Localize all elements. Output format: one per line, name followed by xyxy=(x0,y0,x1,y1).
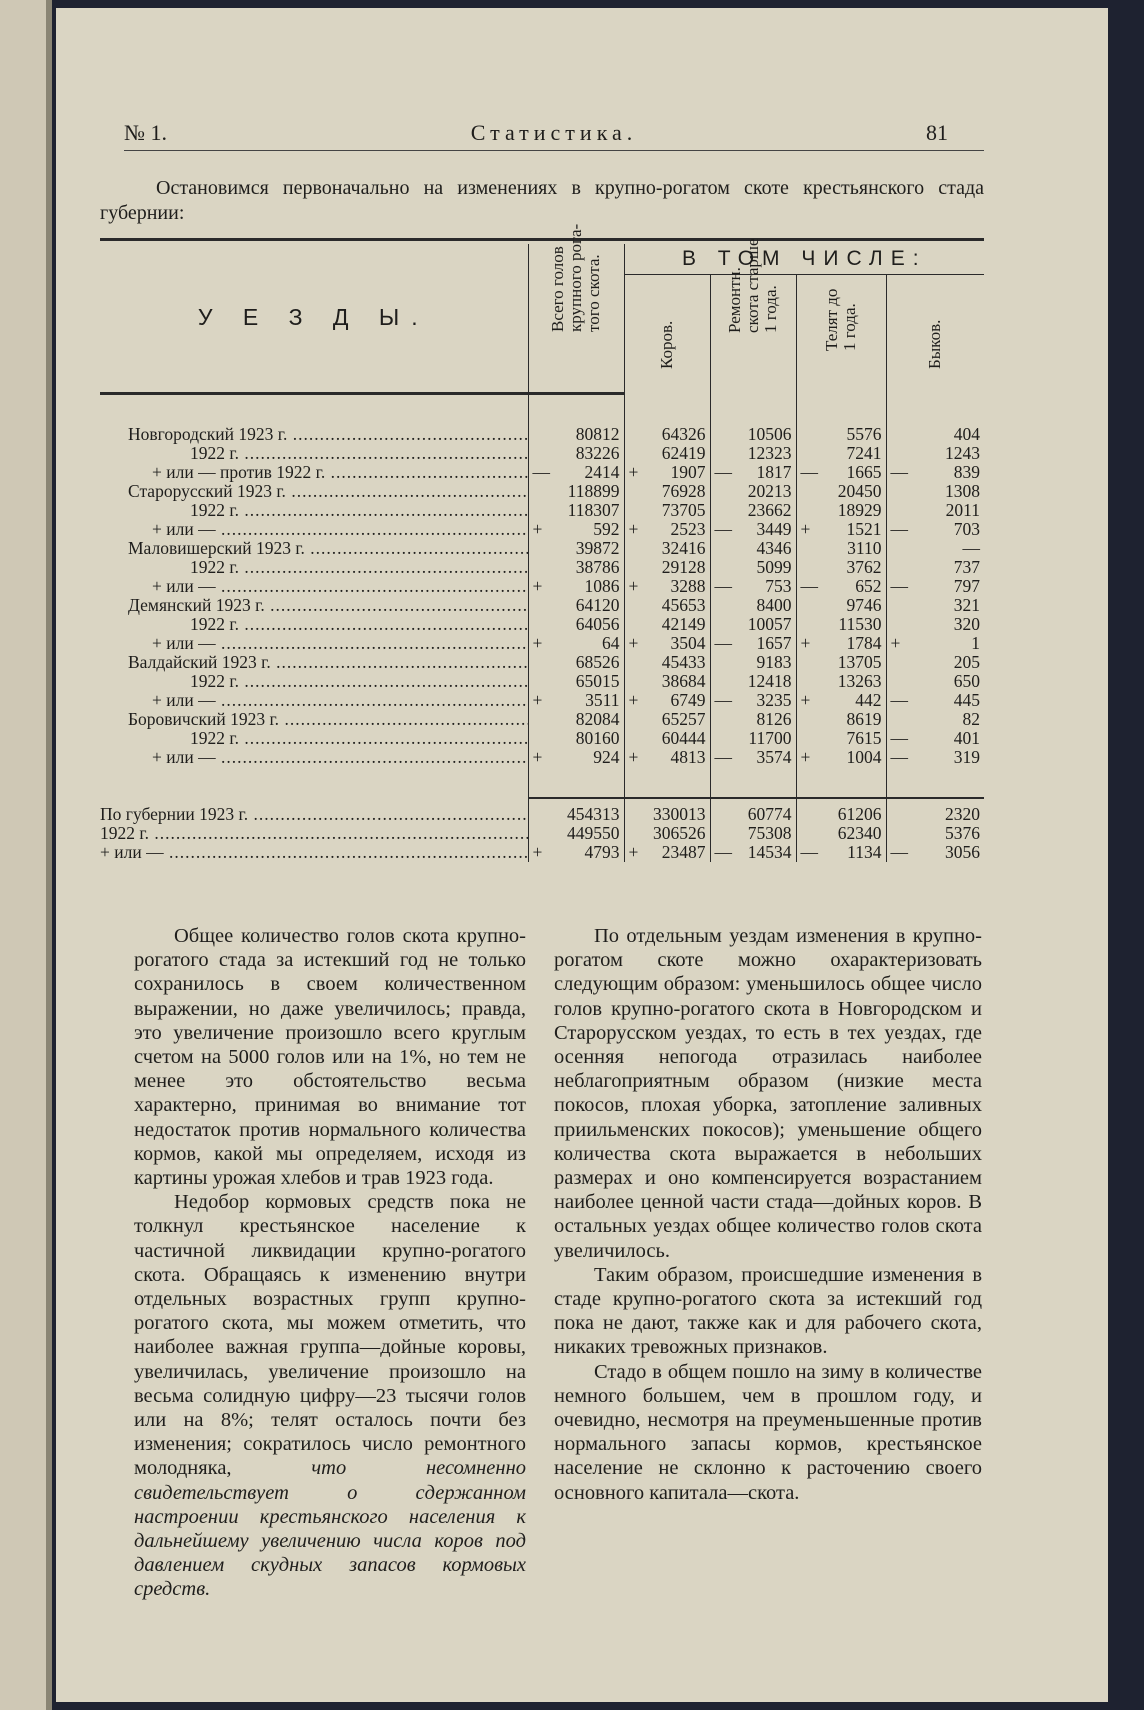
row-label: + или — ..... xyxy=(100,577,528,596)
cell-total: + 64 xyxy=(528,634,624,653)
right-paragraph-3: Стадо в общем пошло на зиму в количестве немного большем, чем в прошлом году, и очевидно, несмотря на преуменьшенные против нормального запасы кормов, крестьянское население не склонно к расточению своего основного капитала—скота. xyxy=(554,1360,982,1504)
cell-cows: 60444 xyxy=(624,729,710,748)
issue-number: № 1. xyxy=(124,120,167,145)
cell-remont: — 3449 xyxy=(710,520,796,539)
cell-total: 64120 xyxy=(528,596,624,615)
cell-bulls: — 319 xyxy=(886,748,984,767)
table-row xyxy=(100,501,984,520)
cell-cows: 76928 xyxy=(624,482,710,501)
cell-remont: 10506 xyxy=(710,425,796,444)
cell-total: — 2414 xyxy=(528,463,624,482)
header-remont: Ремонтн. скота старше 1 года. xyxy=(710,275,796,394)
cell-total: 80160 xyxy=(528,729,624,748)
cell-bulls: — 839 xyxy=(886,463,984,482)
row-label: Старорусский 1923 г. ..... xyxy=(100,482,528,501)
table-row xyxy=(100,558,984,577)
cell-total: 118899 xyxy=(528,482,624,501)
cell-calves: 3110 xyxy=(796,539,886,558)
cell-total: + 1086 xyxy=(528,577,624,596)
table-row xyxy=(100,444,984,463)
right-paragraph-2: Таким образом, происшедшие изменения в стаде крупно-рогатого скота за истекший год пока не дают, также как и для рабочего скота, никаких тревожных признаков. xyxy=(554,1263,982,1359)
cell-bulls: 2011 xyxy=(886,501,984,520)
cell-total: 454313 xyxy=(528,805,624,824)
table-row xyxy=(100,577,984,596)
cell-calves: 62340 xyxy=(796,824,886,843)
cell-total: 38786 xyxy=(528,558,624,577)
table-row xyxy=(100,672,984,691)
cell-total: 68526 xyxy=(528,653,624,672)
cell-total: 449550 xyxy=(528,824,624,843)
cell-remont: 5099 xyxy=(710,558,796,577)
cell-remont: — 3235 xyxy=(710,691,796,710)
section-title: Статистика. xyxy=(470,120,638,145)
table-row xyxy=(100,615,984,634)
row-label: Боровичский 1923 г. ..... xyxy=(100,710,528,729)
table-row xyxy=(100,710,984,729)
row-label: 1922 г. ..... xyxy=(100,824,528,843)
cell-remont: 4346 xyxy=(710,539,796,558)
cell-calves: 7241 xyxy=(796,444,886,463)
cell-remont: 75308 xyxy=(710,824,796,843)
cell-remont: — 14534 xyxy=(710,843,796,862)
header-cows: Коров. xyxy=(624,275,710,394)
row-label: Валдайский 1923 г. ..... xyxy=(100,653,528,672)
cattle-table xyxy=(100,223,984,862)
cell-total: + 592 xyxy=(528,520,624,539)
cell-remont: 8400 xyxy=(710,596,796,615)
cell-calves: 7615 xyxy=(796,729,886,748)
table-body xyxy=(100,393,984,862)
cell-remont: — 3574 xyxy=(710,748,796,767)
cell-bulls: 320 xyxy=(886,615,984,634)
row-label: 1922 г. ..... xyxy=(100,501,528,520)
intro-paragraph: Остановимся первоначально на изменениях в крупно-рогатом скоте крестьянского стада губернии: xyxy=(100,177,984,224)
cell-bulls: 2320 xyxy=(886,805,984,824)
cell-cows: 38684 xyxy=(624,672,710,691)
header-in-total: В ТОМ ЧИСЛЕ: xyxy=(624,244,984,275)
cell-bulls: + 1 xyxy=(886,634,984,653)
cell-bulls: — 703 xyxy=(886,520,984,539)
page-number: 81 xyxy=(926,120,948,145)
cell-cows: 45653 xyxy=(624,596,710,615)
cell-calves: + 1784 xyxy=(796,634,886,653)
left-column xyxy=(134,924,526,1602)
cell-calves: 13705 xyxy=(796,653,886,672)
table-row xyxy=(100,691,984,710)
cell-total: 83226 xyxy=(528,444,624,463)
row-label: Маловишерский 1923 г. ..... xyxy=(100,539,528,558)
cell-total: 118307 xyxy=(528,501,624,520)
table-row xyxy=(100,425,984,444)
cell-remont: 8126 xyxy=(710,710,796,729)
cell-calves: — 652 xyxy=(796,577,886,596)
cell-bulls: 1243 xyxy=(886,444,984,463)
cell-calves: 61206 xyxy=(796,805,886,824)
row-label: 1922 г. ..... xyxy=(100,558,528,577)
previous-page-edge xyxy=(0,0,52,1710)
header-total-cattle: Всего голов крупного рога- того скота. xyxy=(528,244,624,393)
cell-remont: 23662 xyxy=(710,501,796,520)
table-row xyxy=(100,653,984,672)
row-label: + или — ..... xyxy=(100,843,528,862)
cell-calves: 18929 xyxy=(796,501,886,520)
table-row xyxy=(100,634,984,653)
cell-calves: 20450 xyxy=(796,482,886,501)
table-top-rule xyxy=(100,238,984,241)
row-label: 1922 г. ..... xyxy=(100,672,528,691)
row-label: По губернии 1923 г. ..... xyxy=(100,805,528,824)
cell-cows: 64326 xyxy=(624,425,710,444)
cell-cows: + 23487 xyxy=(624,843,710,862)
table-row xyxy=(100,729,984,748)
row-label: + или — против 1922 г. ..... xyxy=(100,463,528,482)
cell-remont: 9183 xyxy=(710,653,796,672)
cell-bulls: 650 xyxy=(886,672,984,691)
cell-calves: + 1521 xyxy=(796,520,886,539)
row-label: + или — ..... xyxy=(100,634,528,653)
cell-bulls: 1308 xyxy=(886,482,984,501)
left-paragraph-2: Недобор кормовых средств пока не толкнул крестьянское население к частичной ликвидации крупно-рогатого скота. Обращаясь к изменению внутри отдельных возрастных групп крупно-рогатого скота, мы можем отметить, что наиболее важная группа—дойные коровы, увеличилась, увеличение произошло на весьма солидную цифру—23 тысячи голов или на 8%; телят осталось почти без изменения; сократилось число ремонтного молодняка, что несомненно свидетельствует о сдержанном настроении крестьянского населения к дальнейшему увеличению числа коров под давлением скудных запасов кормовых средств. xyxy=(134,1191,526,1601)
cell-cows: 45433 xyxy=(624,653,710,672)
row-label: 1922 г. ..... xyxy=(100,729,528,748)
cell-bulls: 737 xyxy=(886,558,984,577)
cell-bulls: 5376 xyxy=(886,824,984,843)
page-spine-shadow xyxy=(46,0,52,1710)
cell-bulls: 404 xyxy=(886,425,984,444)
row-label: Демянский 1923 г. ..... xyxy=(100,596,528,615)
row-label: 1922 г. ..... xyxy=(100,444,528,463)
cell-calves: 13263 xyxy=(796,672,886,691)
cell-total: 39872 xyxy=(528,539,624,558)
cell-bulls: — 3056 xyxy=(886,843,984,862)
cell-total: + 4793 xyxy=(528,843,624,862)
table-row xyxy=(100,463,984,482)
cell-remont: — 1817 xyxy=(710,463,796,482)
cell-remont: 10057 xyxy=(710,615,796,634)
cell-remont: — 1657 xyxy=(710,634,796,653)
cell-total: 65015 xyxy=(528,672,624,691)
cell-remont: 60774 xyxy=(710,805,796,824)
left-paragraph-1: Общее количество голов скота крупно-рогатого стада за истекший год не только сохранилось в своем количественном выражении, но даже увеличилось; правда, это увеличение произошло всего круглым счетом на 5000 голов или на 1%, но тем не менее это обстоятельство весьма характерно, принимая во внимание тот недостаток против нормального количества кормов, какой мы определяем, исходя из картины урожая хлебов и трав 1923 года. xyxy=(134,925,526,1190)
cell-total: 64056 xyxy=(528,615,624,634)
total-row xyxy=(100,843,984,862)
table-row xyxy=(100,596,984,615)
right-paragraph-1: По отдельным уездам изменения в крупно-рогатом скоте можно охарактеризовать следующим образом: уменьшилось общее число голов крупно-рогатого скота в Новгородском и Старорусском уездах, то есть в тех уездах, где осенняя непогода отразилась наиболее неблагоприятным образом (низкие места покосов, плохая уборка, затопление заливных приильменских покосов); уменьшение общего количества скота выражается в небольших размерах и оно компенсируется возрастанием наиболее ценной части стада—дойных коров. В остальных уездах общее количество голов скота увеличилось. xyxy=(554,925,982,1262)
header-uezdy: У Е З Д Ы. xyxy=(100,244,528,393)
cell-bulls: — 401 xyxy=(886,729,984,748)
cell-total: + 3511 xyxy=(528,691,624,710)
cell-remont: 12418 xyxy=(710,672,796,691)
table-row xyxy=(100,520,984,539)
row-label: + или — ..... xyxy=(100,748,528,767)
header-bulls: Быков. xyxy=(886,275,984,394)
cell-calves: — 1665 xyxy=(796,463,886,482)
cell-cows: 42149 xyxy=(624,615,710,634)
cell-total: 80812 xyxy=(528,425,624,444)
total-row xyxy=(100,805,984,824)
cell-cows: 32416 xyxy=(624,539,710,558)
cell-calves: 9746 xyxy=(796,596,886,615)
cell-calves: — 1134 xyxy=(796,843,886,862)
cell-cows: 65257 xyxy=(624,710,710,729)
cell-remont: 20213 xyxy=(710,482,796,501)
cell-calves: + 1004 xyxy=(796,748,886,767)
table-row xyxy=(100,482,984,501)
row-label: 1922 г. ..... xyxy=(100,615,528,634)
cell-total: 82084 xyxy=(528,710,624,729)
cell-remont: 12323 xyxy=(710,444,796,463)
header-calves: Телят до 1 года. xyxy=(796,275,886,394)
row-label: + или — ..... xyxy=(100,520,528,539)
cell-bulls: 82 xyxy=(886,710,984,729)
cell-cows: 330013 xyxy=(624,805,710,824)
cell-cows: + 6749 xyxy=(624,691,710,710)
cell-calves: 8619 xyxy=(796,710,886,729)
cell-cows: 62419 xyxy=(624,444,710,463)
running-header xyxy=(124,120,984,151)
cell-cows: 73705 xyxy=(624,501,710,520)
cell-cows: + 1907 xyxy=(624,463,710,482)
cell-cows: + 3288 xyxy=(624,577,710,596)
cell-bulls: — 797 xyxy=(886,577,984,596)
cell-total: + 924 xyxy=(528,748,624,767)
cell-calves: + 442 xyxy=(796,691,886,710)
cell-bulls: 321 xyxy=(886,596,984,615)
cell-bulls: — xyxy=(886,539,984,558)
cell-bulls: 205 xyxy=(886,653,984,672)
total-row xyxy=(100,824,984,843)
cell-bulls: — 445 xyxy=(886,691,984,710)
cell-calves: 3762 xyxy=(796,558,886,577)
cell-cows: + 2523 xyxy=(624,520,710,539)
cell-cows: 29128 xyxy=(624,558,710,577)
table-row xyxy=(100,748,984,767)
cell-cows: + 4813 xyxy=(624,748,710,767)
table-row xyxy=(100,539,984,558)
row-label: Новгородский 1923 г. ..... xyxy=(100,425,528,444)
left-italic-conclusion: что несомненно свидетельствует о сдержанном настроении крестьянского населения к дальнейшему увеличению числа коров под давлением скудных запасов кормовых средств. xyxy=(134,1457,526,1601)
cell-remont: 11700 xyxy=(710,729,796,748)
row-label: + или — ..... xyxy=(100,691,528,710)
right-column xyxy=(554,924,982,1505)
cell-cows: + 3504 xyxy=(624,634,710,653)
cell-calves: 11530 xyxy=(796,615,886,634)
cell-remont: — 753 xyxy=(710,577,796,596)
cell-calves: 5576 xyxy=(796,425,886,444)
cell-cows: 306526 xyxy=(624,824,710,843)
